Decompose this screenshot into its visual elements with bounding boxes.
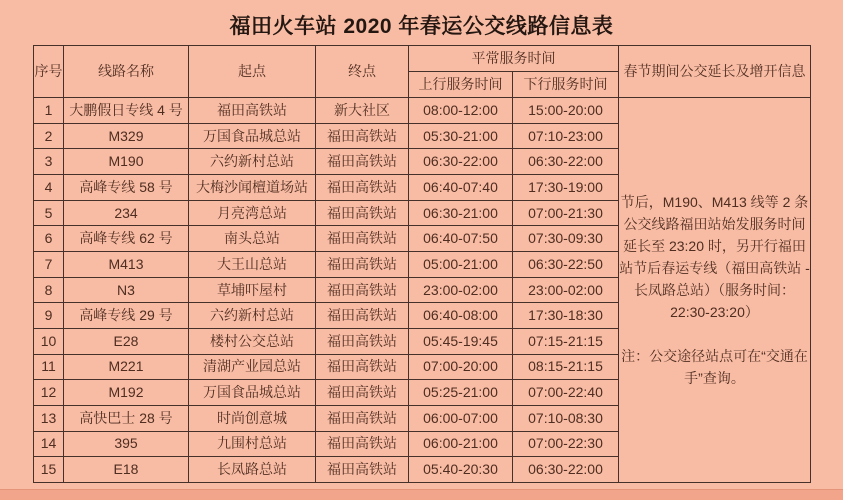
route-name-cell: M192 xyxy=(64,380,189,406)
destination-cell: 福田高铁站 xyxy=(316,328,409,354)
down-time-cell: 07:00-22:40 xyxy=(513,380,619,406)
up-time-cell: 06:40-07:40 xyxy=(409,174,513,200)
row-number-cell: 4 xyxy=(34,174,64,200)
notes-paragraph-2: 注：公交途径站点可在“交通在手”查询。 xyxy=(621,348,808,386)
notes-paragraph-1: 节后，M190、M413 线等 2 条公交线路福田站始发服务时间延长至 23:20 时，另开行福田站节后春运专线（福田高铁站 - 长凤路总站）（服务时间：22:30-23:20） xyxy=(619,194,810,320)
origin-cell: 万国食品城总站 xyxy=(189,380,316,406)
destination-cell: 福田高铁站 xyxy=(316,123,409,149)
row-number-cell: 6 xyxy=(34,226,64,252)
header-destination: 终点 xyxy=(316,46,409,98)
header-row-1 xyxy=(34,46,811,72)
destination-cell: 福田高铁站 xyxy=(316,251,409,277)
route-name-cell: 高峰专线 29 号 xyxy=(64,303,189,329)
up-time-cell: 05:25-21:00 xyxy=(409,380,513,406)
destination-cell: 福田高铁站 xyxy=(316,277,409,303)
spring-festival-notes-cell xyxy=(619,98,811,483)
header-no: 序号 xyxy=(34,46,64,98)
header-spring-festival-info: 春节期间公交延长及增开信息 xyxy=(619,46,811,98)
destination-cell: 福田高铁站 xyxy=(316,200,409,226)
route-name-cell: 大鹏假日专线 4 号 xyxy=(64,98,189,124)
row-number-cell: 8 xyxy=(34,277,64,303)
down-time-cell: 07:10-23:00 xyxy=(513,123,619,149)
row-number-cell: 10 xyxy=(34,328,64,354)
down-time-cell: 07:00-22:30 xyxy=(513,431,619,457)
row-number-cell: 5 xyxy=(34,200,64,226)
row-number-cell: 13 xyxy=(34,405,64,431)
up-time-cell: 06:00-07:00 xyxy=(409,405,513,431)
up-time-cell: 06:30-22:00 xyxy=(409,149,513,175)
destination-cell: 福田高铁站 xyxy=(316,457,409,483)
table-header xyxy=(34,46,811,98)
page-title: 福田火车站 2020 年春运公交线路信息表 xyxy=(229,15,614,38)
destination-cell: 福田高铁站 xyxy=(316,226,409,252)
route-name-cell: 高峰专线 58 号 xyxy=(64,174,189,200)
destination-cell: 福田高铁站 xyxy=(316,354,409,380)
row-number-cell: 15 xyxy=(34,457,64,483)
down-time-cell: 15:00-20:00 xyxy=(513,98,619,124)
row-number-cell: 3 xyxy=(34,149,64,175)
destination-cell: 福田高铁站 xyxy=(316,380,409,406)
row-number-cell: 12 xyxy=(34,380,64,406)
down-time-cell: 06:30-22:50 xyxy=(513,251,619,277)
header-up-service: 上行服务时间 xyxy=(409,72,513,98)
row-number-cell: 7 xyxy=(34,251,64,277)
destination-cell: 福田高铁站 xyxy=(316,174,409,200)
down-time-cell: 23:00-02:00 xyxy=(513,277,619,303)
route-name-cell: M329 xyxy=(64,123,189,149)
down-time-cell: 07:30-09:30 xyxy=(513,226,619,252)
header-down-service: 下行服务时间 xyxy=(513,72,619,98)
up-time-cell: 05:30-21:00 xyxy=(409,123,513,149)
down-time-cell: 07:15-21:15 xyxy=(513,328,619,354)
down-time-cell: 07:00-21:30 xyxy=(513,200,619,226)
down-time-cell: 17:30-19:00 xyxy=(513,174,619,200)
destination-cell: 新大社区 xyxy=(316,98,409,124)
route-name-cell: 395 xyxy=(64,431,189,457)
header-normal-service: 平常服务时间 xyxy=(409,46,619,72)
origin-cell: 六约新村总站 xyxy=(189,149,316,175)
destination-cell: 福田高铁站 xyxy=(316,405,409,431)
route-name-cell: N3 xyxy=(64,277,189,303)
route-table-body xyxy=(34,98,811,483)
row-number-cell: 1 xyxy=(34,98,64,124)
down-time-cell: 08:15-21:15 xyxy=(513,354,619,380)
destination-cell: 福田高铁站 xyxy=(316,303,409,329)
up-time-cell: 05:00-21:00 xyxy=(409,251,513,277)
up-time-cell: 06:40-07:50 xyxy=(409,226,513,252)
route-name-cell: 234 xyxy=(64,200,189,226)
origin-cell: 大王山总站 xyxy=(189,251,316,277)
row-number-cell: 11 xyxy=(34,354,64,380)
origin-cell: 南头总站 xyxy=(189,226,316,252)
origin-cell: 草埔吓屋村 xyxy=(189,277,316,303)
origin-cell: 时尚创意城 xyxy=(189,405,316,431)
origin-cell: 楼村公交总站 xyxy=(189,328,316,354)
route-name-cell: 高快巴士 28 号 xyxy=(64,405,189,431)
up-time-cell: 23:00-02:00 xyxy=(409,277,513,303)
origin-cell: 六约新村总站 xyxy=(189,303,316,329)
up-time-cell: 08:00-12:00 xyxy=(409,98,513,124)
route-name-cell: E18 xyxy=(64,457,189,483)
origin-cell: 万国食品城总站 xyxy=(189,123,316,149)
row-number-cell: 2 xyxy=(34,123,64,149)
route-name-cell: M413 xyxy=(64,251,189,277)
origin-cell: 福田高铁站 xyxy=(189,98,316,124)
down-time-cell: 17:30-18:30 xyxy=(513,303,619,329)
up-time-cell: 06:30-21:00 xyxy=(409,200,513,226)
up-time-cell: 05:45-19:45 xyxy=(409,328,513,354)
route-name-cell: E28 xyxy=(64,328,189,354)
row-number-cell: 14 xyxy=(34,431,64,457)
down-time-cell: 07:10-08:30 xyxy=(513,405,619,431)
down-time-cell: 06:30-22:00 xyxy=(513,457,619,483)
bottom-shadow-band xyxy=(0,489,843,500)
destination-cell: 福田高铁站 xyxy=(316,149,409,175)
origin-cell: 清湖产业园总站 xyxy=(189,354,316,380)
row-number-cell: 9 xyxy=(34,303,64,329)
up-time-cell: 06:00-21:00 xyxy=(409,431,513,457)
route-name-cell: M221 xyxy=(64,354,189,380)
destination-cell: 福田高铁站 xyxy=(316,431,409,457)
origin-cell: 大梅沙闻檀道场站 xyxy=(189,174,316,200)
route-name-cell: 高峰专线 62 号 xyxy=(64,226,189,252)
origin-cell: 九围村总站 xyxy=(189,431,316,457)
header-origin: 起点 xyxy=(189,46,316,98)
origin-cell: 长凤路总站 xyxy=(189,457,316,483)
origin-cell: 月亮湾总站 xyxy=(189,200,316,226)
up-time-cell: 06:40-08:00 xyxy=(409,303,513,329)
down-time-cell: 06:30-22:00 xyxy=(513,149,619,175)
bus-routes-table xyxy=(33,45,811,483)
table-row xyxy=(34,98,811,124)
header-route-name: 线路名称 xyxy=(64,46,189,98)
up-time-cell: 05:40-20:30 xyxy=(409,457,513,483)
route-name-cell: M190 xyxy=(64,149,189,175)
up-time-cell: 07:00-20:00 xyxy=(409,354,513,380)
